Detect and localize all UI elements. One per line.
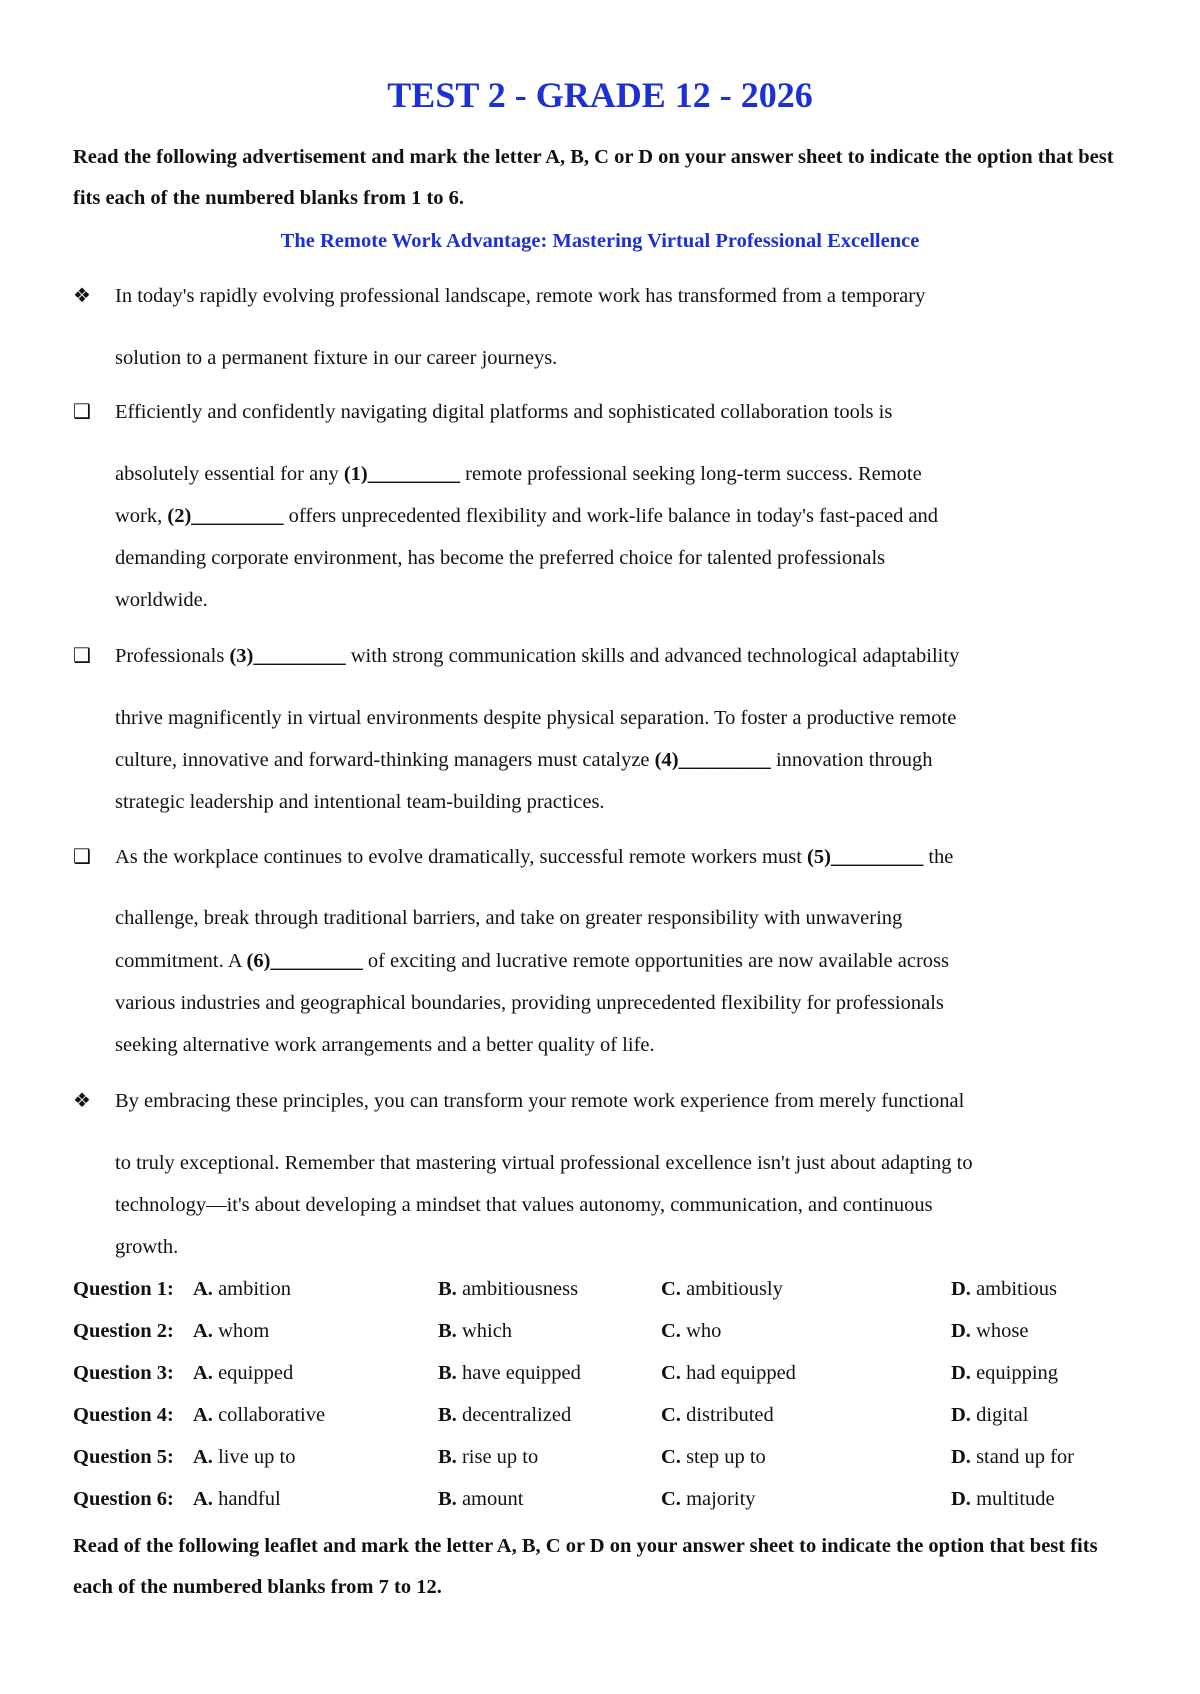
text-span: absolutely essential for any [115, 463, 344, 485]
option-b[interactable] [438, 1400, 571, 1430]
option-a[interactable] [193, 1442, 296, 1472]
paragraph-2-line: worldwide. [115, 589, 208, 611]
paragraph-1-line: solution to a permanent fixture in our career journeys. [115, 347, 558, 369]
blank-6: (6)_________ [246, 950, 363, 972]
paragraph-3-line [115, 745, 933, 775]
option-d[interactable] [951, 1484, 1055, 1514]
option-c[interactable] [661, 1274, 783, 1304]
paragraph-4-line: seeking alternative work arrangements and a better quality of life. [115, 1034, 655, 1056]
option-d[interactable] [951, 1316, 1028, 1346]
option-text: rise up to [461, 1446, 539, 1468]
option-text: decentralized [461, 1404, 572, 1426]
paragraph-5-line: to truly exceptional. Remember that mastering virtual professional excellence isn't just about adapting to [115, 1152, 973, 1174]
option-letter: D. [951, 1278, 971, 1300]
option-letter: A. [193, 1488, 213, 1510]
option-a[interactable] [193, 1400, 325, 1430]
option-letter: A. [193, 1278, 213, 1300]
option-text: stand up for [976, 1446, 1074, 1468]
option-text: have equipped [461, 1362, 581, 1384]
paragraph-5-line: technology—it's about developing a mindset that values autonomy, communication, and continuous [115, 1194, 933, 1216]
question-row [73, 1358, 1133, 1388]
option-text: live up to [218, 1446, 296, 1468]
paragraph-4-line [115, 946, 949, 976]
option-letter: D. [951, 1488, 971, 1510]
option-b[interactable] [438, 1442, 538, 1472]
option-letter: C. [661, 1362, 681, 1384]
option-b[interactable] [438, 1316, 512, 1346]
instruction-1: Read the following advertisement and mark the letter A, B, C or D on your answer sheet to indicate the option that best fits each of the numbered blanks from 1 to 6. [73, 146, 1114, 209]
option-letter: A. [193, 1404, 213, 1426]
text-span: innovation through [770, 749, 933, 771]
diamond-bullet-icon: ❖ [73, 285, 91, 307]
option-letter: C. [661, 1320, 681, 1342]
option-letter: B. [438, 1488, 457, 1510]
option-text: whom [218, 1320, 270, 1342]
paragraph-3-line: strategic leadership and intentional team-building practices. [115, 791, 605, 813]
option-letter: B. [438, 1446, 457, 1468]
option-text: ambitiousness [461, 1278, 579, 1300]
option-c[interactable] [661, 1400, 774, 1430]
text-span: Professionals [115, 645, 230, 667]
option-letter: B. [438, 1320, 457, 1342]
option-text: digital [976, 1404, 1029, 1426]
text-span: offers unprecedented flexibility and work-life balance in today's fast-paced and [283, 505, 939, 527]
paragraph-4-line: challenge, break through traditional barriers, and take on greater responsibility with unwavering [115, 907, 903, 929]
blank-4: (4)_________ [654, 749, 771, 771]
option-letter: B. [438, 1278, 457, 1300]
option-text: collaborative [218, 1404, 326, 1426]
question-label: Question 1: [73, 1278, 174, 1300]
paragraph-1-line: In today's rapidly evolving professional landscape, remote work has transformed from a temporary [115, 285, 926, 307]
option-text: equipping [976, 1362, 1059, 1384]
question-row [73, 1484, 1133, 1514]
paragraph-3-line: thrive magnificently in virtual environments despite physical separation. To foster a productive remote [115, 707, 957, 729]
paragraph-5-line: By embracing these principles, you can transform your remote work experience from merely functional [115, 1090, 965, 1112]
option-text: ambition [218, 1278, 291, 1300]
question-label: Question 6: [73, 1488, 174, 1510]
option-letter: D. [951, 1362, 971, 1384]
paragraph-2-line [115, 459, 922, 489]
test-title: TEST 2 - GRADE 12 - 2026 [387, 75, 813, 115]
option-text: equipped [218, 1362, 294, 1384]
text-span: As the workplace continues to evolve dramatically, successful remote workers must [115, 846, 808, 868]
option-letter: A. [193, 1446, 213, 1468]
option-d[interactable] [951, 1400, 1028, 1430]
option-a[interactable] [193, 1274, 291, 1304]
text-span: with strong communication skills and advanced technological adaptability [345, 645, 960, 667]
option-letter: C. [661, 1278, 681, 1300]
option-letter: A. [193, 1320, 213, 1342]
text-span: culture, innovative and forward-thinking managers must catalyze [115, 749, 655, 771]
option-text: which [461, 1320, 513, 1342]
option-text: distributed [686, 1404, 774, 1426]
question-label: Question 4: [73, 1404, 174, 1426]
question-label: Question 5: [73, 1446, 174, 1468]
paragraph-4-line: various industries and geographical boundaries, providing unprecedented flexibility for professionals [115, 992, 944, 1014]
blank-2: (2)_________ [167, 505, 284, 527]
option-text: who [686, 1320, 722, 1342]
option-a[interactable] [193, 1358, 293, 1388]
option-letter: D. [951, 1320, 971, 1342]
option-a[interactable] [193, 1484, 281, 1514]
question-label: Question 2: [73, 1320, 174, 1342]
question-row [73, 1274, 1133, 1304]
option-c[interactable] [661, 1442, 766, 1472]
option-text: amount [461, 1488, 524, 1510]
option-d[interactable] [951, 1358, 1058, 1388]
option-c[interactable] [661, 1358, 796, 1388]
option-letter: A. [193, 1362, 213, 1384]
option-b[interactable] [438, 1484, 523, 1514]
option-d[interactable] [951, 1442, 1074, 1472]
option-letter: B. [438, 1404, 457, 1426]
blank-3: (3)_________ [229, 645, 346, 667]
option-letter: D. [951, 1404, 971, 1426]
paragraph-4-line [115, 842, 953, 872]
paragraph-3-line [115, 641, 959, 671]
blank-5: (5)_________ [807, 846, 924, 868]
option-letter: C. [661, 1488, 681, 1510]
option-d[interactable] [951, 1274, 1057, 1304]
checkbox-bullet-icon: ❑ [73, 645, 91, 667]
option-text: majority [686, 1488, 756, 1510]
question-row [73, 1400, 1133, 1430]
blank-1: (1)_________ [343, 463, 461, 485]
checkbox-bullet-icon: ❑ [73, 401, 91, 423]
question-label: Question 3: [73, 1362, 174, 1384]
option-a[interactable] [193, 1316, 269, 1346]
option-b[interactable] [438, 1358, 581, 1388]
option-letter: D. [951, 1446, 971, 1468]
option-text: multitude [976, 1488, 1055, 1510]
text-span: the [923, 846, 954, 868]
option-letter: B. [438, 1362, 457, 1384]
option-letter: C. [661, 1404, 681, 1426]
paragraph-2-line [115, 501, 938, 531]
text-span: commitment. A [115, 950, 247, 972]
text-span: remote professional seeking long-term success. Remote [460, 463, 922, 485]
option-b[interactable] [438, 1274, 578, 1304]
instruction-2: Read of the following leaflet and mark the letter A, B, C or D on your answer sheet to indicate the option that best fits each of the numbered blanks from 7 to 12. [73, 1535, 1098, 1598]
paragraph-5-line: growth. [115, 1236, 179, 1258]
option-text: whose [976, 1320, 1029, 1342]
option-text: step up to [686, 1446, 766, 1468]
text-span: of exciting and lucrative remote opportunities are now available across [362, 950, 950, 972]
checkbox-bullet-icon: ❑ [73, 846, 91, 868]
text-span: work, [115, 505, 168, 527]
diamond-bullet-icon: ❖ [73, 1090, 91, 1112]
option-text: handful [218, 1488, 281, 1510]
paragraph-2-line: Efficiently and confidently navigating digital platforms and sophisticated collaboration tools is [115, 401, 893, 423]
option-c[interactable] [661, 1316, 721, 1346]
question-row [73, 1316, 1133, 1346]
option-text: ambitious [976, 1278, 1057, 1300]
option-text: had equipped [686, 1362, 796, 1384]
article-title: The Remote Work Advantage: Mastering Virtual Professional Excellence [280, 230, 920, 252]
option-letter: C. [661, 1446, 681, 1468]
paragraph-2-line: demanding corporate environment, has become the preferred choice for talented professionals [115, 547, 886, 569]
option-c[interactable] [661, 1484, 756, 1514]
question-row [73, 1442, 1133, 1472]
option-text: ambitiously [686, 1278, 783, 1300]
